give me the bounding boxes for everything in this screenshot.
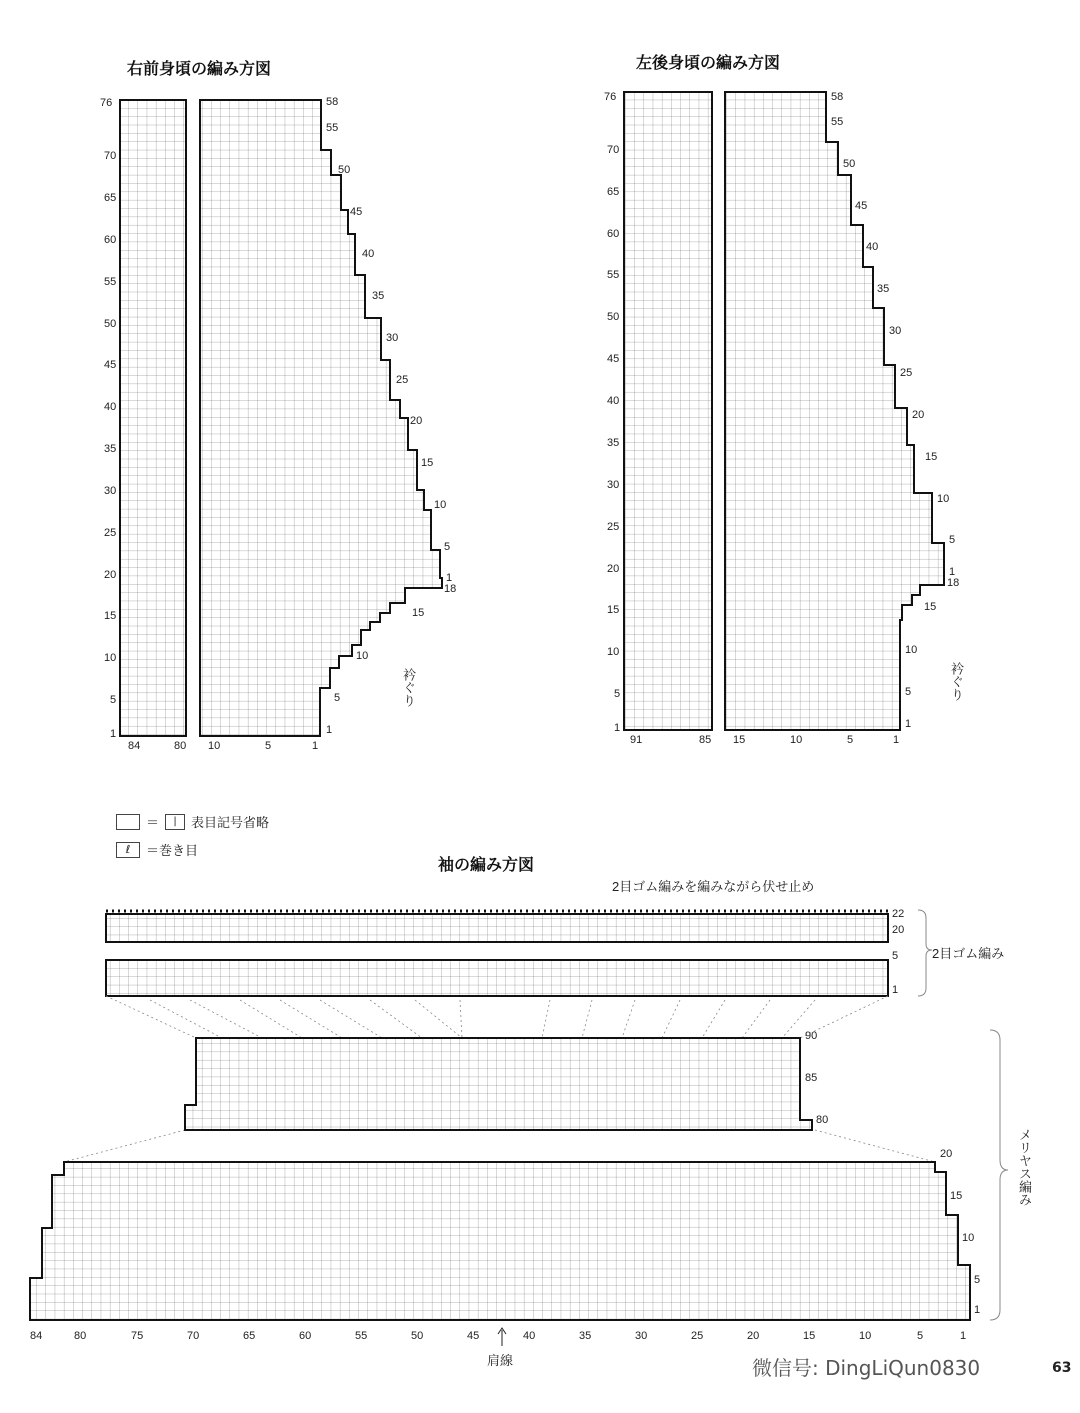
lb-col-1: 1: [893, 734, 900, 746]
sl-col-84: 84: [30, 1330, 43, 1342]
lb-row-10: 10: [607, 646, 620, 658]
rf-col-10: 10: [208, 740, 221, 752]
sl-col-75: 75: [131, 1330, 144, 1342]
sl-col-30: 30: [635, 1330, 648, 1342]
rf-r-10: 10: [434, 499, 447, 511]
left-back-title: 左後身頃の編み方図: [636, 53, 781, 72]
sl-col-50: 50: [411, 1330, 424, 1342]
sleeve-title: 袖の編み方図: [438, 855, 535, 874]
lb-r-18: 18: [947, 577, 960, 589]
lb-row-65: 65: [607, 186, 620, 198]
sl-col-20: 20: [747, 1330, 760, 1342]
lb-row-50: 50: [607, 311, 620, 323]
rf-row-35: 35: [104, 443, 117, 455]
rf-col-84: 84: [128, 740, 141, 752]
rf-r-20: 20: [410, 415, 423, 427]
rf-row-20: 20: [104, 569, 117, 581]
sleeve-top-note: 2目ゴム編みを編みながら伏せ止め: [612, 879, 815, 894]
rf-r-25: 25: [396, 374, 409, 386]
sl-col-65: 65: [243, 1330, 256, 1342]
lb-r-35: 35: [877, 283, 890, 295]
sl-row-90: 90: [805, 1030, 818, 1042]
sl-row-10: 10: [962, 1232, 975, 1244]
lb-col-85: 85: [699, 734, 712, 746]
body-label: メリヤス編み: [1016, 1128, 1031, 1206]
lb-row-35: 35: [607, 437, 620, 449]
rf-r-18: 18: [444, 583, 457, 595]
rf-r-5: 5: [444, 541, 451, 553]
lb-row-40: 40: [607, 395, 620, 407]
page-number: 63: [1052, 1360, 1072, 1376]
lb-r-10b: 10: [905, 644, 918, 656]
lb-row-1: 1: [614, 722, 621, 734]
lb-r-1: 1: [949, 566, 956, 578]
rf-r-10b: 10: [356, 650, 369, 662]
sl-row-80: 80: [816, 1114, 829, 1126]
sl-row-20: 20: [940, 1148, 953, 1160]
knit-stitch-icon: |: [165, 814, 185, 830]
rf-r-45: 45: [350, 206, 363, 218]
lb-r-25: 25: [900, 367, 913, 379]
lb-r-5b: 5: [905, 686, 912, 698]
lb-r-50: 50: [843, 158, 856, 170]
rf-row-40: 40: [104, 401, 117, 413]
lb-r-1b: 1: [905, 718, 912, 730]
right-front-title: 右前身頃の編み方図: [127, 59, 272, 78]
rf-row-76: 76: [100, 97, 113, 109]
rf-row-50: 50: [104, 318, 117, 330]
lb-row-30: 30: [607, 479, 620, 491]
lb-col-15: 15: [733, 734, 746, 746]
rf-row-70: 70: [104, 150, 117, 162]
rf-row-45: 45: [104, 359, 117, 371]
lb-col-91: 91: [630, 734, 643, 746]
lb-r-5: 5: [949, 534, 956, 546]
lb-row-5: 5: [614, 688, 621, 700]
lb-row-76: 76: [604, 91, 617, 103]
rf-col-5: 5: [265, 740, 272, 752]
watermark: 微信号: DingLiQun0830: [752, 1356, 981, 1380]
lb-r-15b: 15: [924, 601, 937, 613]
lb-row-55: 55: [607, 269, 620, 281]
rf-row-5: 5: [110, 694, 117, 706]
sl-row-1: 1: [892, 984, 899, 996]
lb-row-20: 20: [607, 563, 620, 575]
rf-r-50: 50: [338, 164, 351, 176]
sl-row-5: 5: [892, 950, 899, 962]
lb-col-10: 10: [790, 734, 803, 746]
wrap-stitch-icon: ℓ: [116, 842, 140, 858]
sl-col-25: 25: [691, 1330, 704, 1342]
sl-col-70: 70: [187, 1330, 200, 1342]
sl-row-20: 20: [892, 924, 905, 936]
rf-r-58: 58: [326, 96, 339, 108]
sl-col-55: 55: [355, 1330, 368, 1342]
rf-row-15: 15: [104, 610, 117, 622]
rf-r-1: 1: [446, 572, 453, 584]
rf-side-label: 衿ぐり: [400, 668, 415, 707]
sl-col-1: 1: [960, 1330, 967, 1342]
rf-row-25: 25: [104, 527, 117, 539]
rf-r-15: 15: [421, 457, 434, 469]
rib-label: 2目ゴム編み: [932, 946, 1005, 961]
sl-row-5b: 5: [974, 1274, 981, 1286]
sl-col-10: 10: [859, 1330, 872, 1342]
rf-row-10: 10: [104, 652, 117, 664]
sl-col-5: 5: [917, 1330, 924, 1342]
rf-r-15b: 15: [412, 607, 425, 619]
lb-r-10: 10: [937, 493, 950, 505]
sl-col-40: 40: [523, 1330, 536, 1342]
lb-row-45: 45: [607, 353, 620, 365]
rf-col-1: 1: [312, 740, 319, 752]
lb-row-60: 60: [607, 228, 620, 240]
lb-r-15: 15: [925, 451, 938, 463]
rf-row-1: 1: [110, 728, 117, 740]
rf-row-60: 60: [104, 234, 117, 246]
sl-row-22: 22: [892, 908, 905, 920]
rf-row-30: 30: [104, 485, 117, 497]
rf-r-30: 30: [386, 332, 399, 344]
rf-r-5b: 5: [334, 692, 341, 704]
lb-row-25: 25: [607, 521, 620, 533]
lb-r-58: 58: [831, 91, 844, 103]
rf-r-40: 40: [362, 248, 375, 260]
rf-row-55: 55: [104, 276, 117, 288]
lb-r-40: 40: [866, 241, 879, 253]
sl-col-35: 35: [579, 1330, 592, 1342]
lb-row-70: 70: [607, 144, 620, 156]
shoulder-label: 肩線: [487, 1353, 514, 1368]
lb-r-45: 45: [855, 200, 868, 212]
lb-r-30: 30: [889, 325, 902, 337]
rf-r-55: 55: [326, 122, 339, 134]
rf-r-35: 35: [372, 290, 385, 302]
lb-r-55: 55: [831, 116, 844, 128]
rf-col-80: 80: [174, 740, 187, 752]
sl-col-60: 60: [299, 1330, 312, 1342]
legend-wrap: ℓ ＝巻き目: [116, 840, 198, 859]
legend-knit: ＝ | 表目記号省略: [116, 812, 269, 831]
sl-row-15: 15: [950, 1190, 963, 1202]
lb-col-5: 5: [847, 734, 854, 746]
sl-row-1b: 1: [974, 1304, 981, 1316]
sl-col-45: 45: [467, 1330, 480, 1342]
lb-row-15: 15: [607, 604, 620, 616]
rf-row-65: 65: [104, 192, 117, 204]
sl-col-15: 15: [803, 1330, 816, 1342]
rf-r-1b: 1: [326, 724, 333, 736]
lb-side-label: 衿ぐり: [948, 662, 963, 701]
sl-row-85: 85: [805, 1072, 818, 1084]
sl-col-80: 80: [74, 1330, 87, 1342]
lb-r-20: 20: [912, 409, 925, 421]
